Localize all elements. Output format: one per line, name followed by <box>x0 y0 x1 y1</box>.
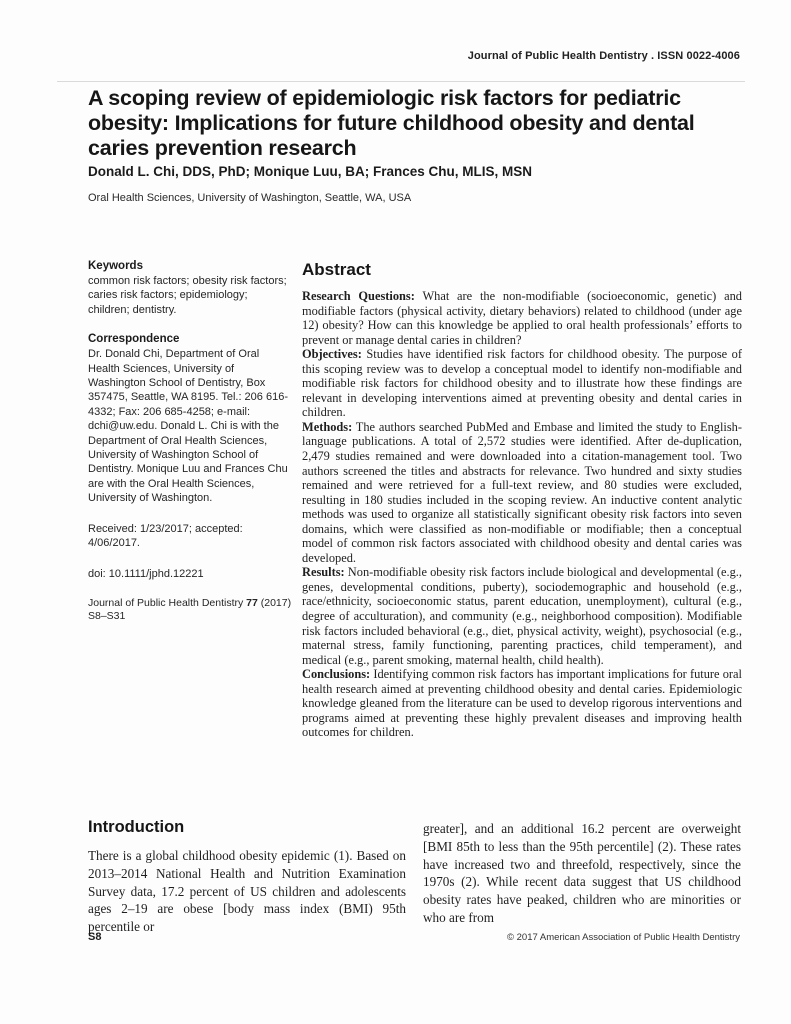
paragraph-text: The authors searched PubMed and Embase and limited the study to English-language publications. A total of 2,572 studies were identified. After de-duplication, 2,479 studies remained and were downloaded into a citation-management tool. Two authors screened the titles and abstracts for relevance. Two hundred and sixty studies remained and were retrieved for a full-text review, and 80 studies were excluded, resulting in 180 studies included in the scoping review. An inductive content analytic methods was used to organize all statistically significant obesity risk factors into seven domains, which were classified as non-modifiable or modifiable; then a conceptual model of common risk factors associated with childhood obesity and dental caries was developed. <box>302 419 742 565</box>
citation-suffix: (2017) S8–S31 <box>88 596 292 623</box>
abstract-paragraph-research-questions <box>302 289 742 347</box>
introduction-heading: Introduction <box>88 818 185 836</box>
page-number: S8 <box>88 931 102 943</box>
abstract-paragraph-methods <box>302 420 742 565</box>
abstract-paragraph-conclusions <box>302 667 742 740</box>
abstract-heading: Abstract <box>302 260 371 279</box>
keywords-text: common risk factors; obesity risk factors; caries risk factors; epidemiology; children; dentistry. <box>88 275 287 316</box>
doi-line: doi: 10.1111/jphd.12221 <box>88 567 204 580</box>
page-footer <box>88 931 740 943</box>
abstract-section <box>302 260 742 740</box>
paragraph-label: Methods: <box>302 419 353 434</box>
keywords-heading: Keywords <box>88 260 143 272</box>
paragraph-text: Non-modifiable obesity risk factors include biological and developmental (e.g., genes, developmental conditions, puberty), sociodemographic and household (e.g., race/ethnicity, socioeconomic status, parent education, unemployment), cultural (e.g., degree of acculturation), and community (e.g., neighborhood composition). Modifiable risk factors included behavioral (e.g., diet, physical activity, weight), psychosocial (e.g., maternal stress, family functioning, parenting practices, child temperament), and medical (e.g., parent smoking, maternal health, child health). <box>302 565 742 667</box>
introduction-section <box>88 816 742 936</box>
paragraph-text: Studies have identified risk factors for childhood obesity. The purpose of this scoping review was to develop a conceptual model to identify non-modifiable and modifiable risk factors for childhood obesity and to illustrate how these findings are relevant in developing interventions aimed at preventing obesity and dental caries in children. <box>302 347 742 420</box>
citation-prefix: Journal of Public Health Dentistry <box>88 596 247 609</box>
correspondence-heading: Correspondence <box>88 333 180 346</box>
paragraph-label: Research Questions: <box>302 289 415 303</box>
paragraph-label: Objectives: <box>302 347 362 362</box>
abstract-paragraph-objectives <box>302 347 742 420</box>
paragraph-label: Results: <box>302 565 345 580</box>
introduction-column-left <box>88 816 406 936</box>
introduction-text-right: greater], and an additional 16.2 percent are overweight [BMI 85th to less than the 95th percentile] (2). These rates have increased two and threefold, respectively, since the 1970s (2). While recent data suggest that US childhood obesity rates have peaked, children who are minorities or who are from <box>423 821 741 925</box>
paragraph-text: What are the non-modifiable (socioeconomic, genetic) and modifiable factors (physical activity, dietary behaviors) related to childhood (under age 12) obesity? How can this knowledge be applied to oral health professionals’ efforts to prevent or manage dental caries in children? <box>302 289 742 347</box>
journal-citation <box>88 597 292 624</box>
copyright-notice: © 2017 American Association of Public Health Dentistry <box>506 932 740 943</box>
paragraph-label: Conclusions: <box>302 667 371 682</box>
header-rule <box>57 81 745 82</box>
abstract-paragraph-results <box>302 565 742 667</box>
citation-volume: 77 <box>246 596 258 609</box>
article-metadata-sidebar <box>88 260 292 740</box>
received-accepted-line: Received: 1/23/2017; accepted: 4/06/2017. <box>88 522 243 550</box>
affiliation-line: Oral Health Sciences, University of Washington, Seattle, WA, USA <box>88 192 412 204</box>
correspondence-text: Dr. Donald Chi, Department of Oral Health Sciences, University of Washington School of Dentistry, Box 357475, Seattle, WA 8195. Tel.: 206 616-4332; Fax: 206 685-4258; e-mail: dchi@uw.edu. Donald L. Chi is with the Department of Oral Health Sciences, University of Washington School of Dentistry. Monique Luu and Frances Chu are with the Oral Health Sciences, University of Washington. <box>88 348 288 505</box>
authors-line: Donald L. Chi, DDS, PhD; Monique Luu, BA; Frances Chu, MLIS, MSN <box>88 164 532 179</box>
paragraph-text: Identifying common risk factors has important implications for future oral health research aimed at preventing childhood obesity and dental caries. Epidemiologic knowledge gleaned from the literature can be used to develop rigorous interventions and programs aimed at preventing these highly prevalent diseases and improving health outcomes for children. <box>302 667 742 740</box>
introduction-column-right <box>423 816 741 936</box>
main-content <box>88 260 742 740</box>
introduction-text-left: There is a global childhood obesity epidemic (1). Based on 2013–2014 National Health and Nutrition Examination Survey data, 17.2 percent of US children and adolescents ages 2–19 are obese [body mass index (BMI) 95th percentile or <box>88 848 406 935</box>
running-head: Journal of Public Health Dentistry . ISSN 0022-4006 <box>467 50 740 62</box>
article-title: A scoping review of epidemiologic risk factors for pediatric obesity: Implications for future childhood obesity and dental caries prevention research <box>88 86 695 160</box>
